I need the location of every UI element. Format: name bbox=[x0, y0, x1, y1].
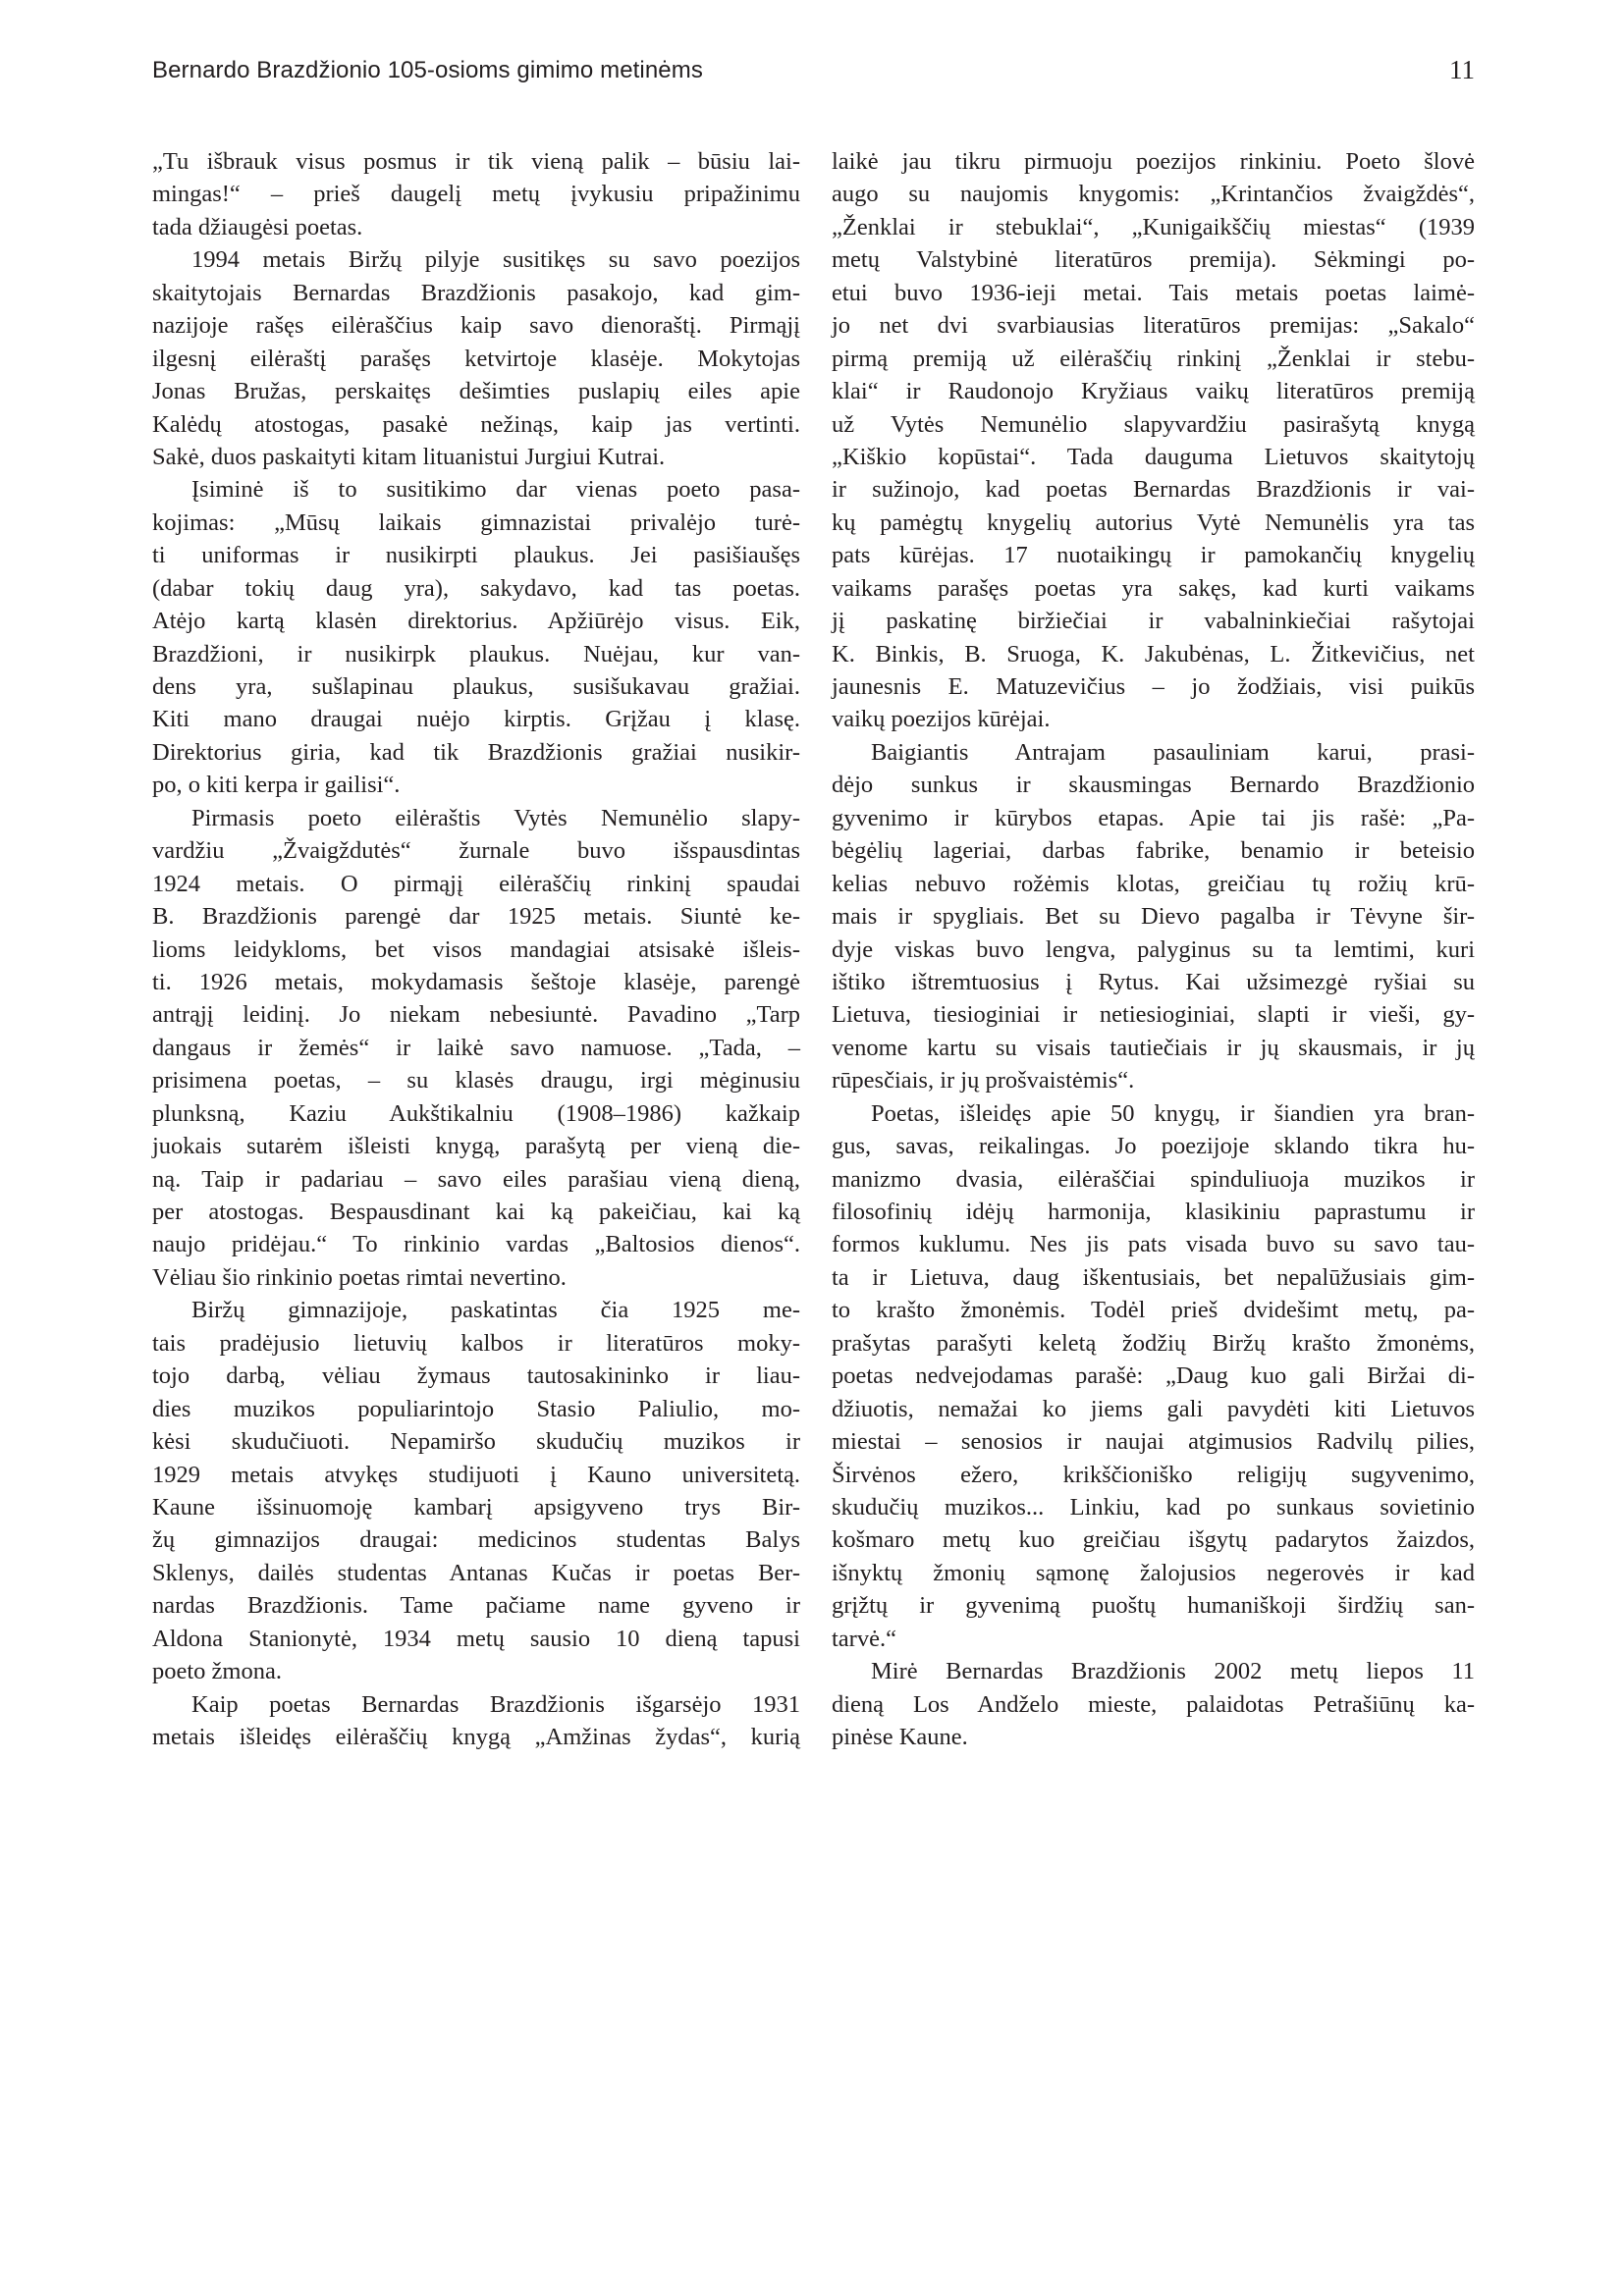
paragraph bbox=[832, 145, 1475, 736]
text-line: B. Brazdžionis parengė dar 1925 metais. Siuntė ke- bbox=[152, 903, 800, 931]
text-line: metais išleidęs eilėraščių knygą „Amžinas žydas“, kurią bbox=[152, 1724, 800, 1750]
text-line: prašytas parašyti keletą žodžių Biržų krašto žmonėms, bbox=[832, 1329, 1475, 1357]
text-line: Brazdžioni, ir nusikirpk plaukus. Nuėjau, kur van- bbox=[152, 640, 800, 667]
paragraph bbox=[832, 1655, 1475, 1753]
text-line: „Tu išbrauk visus posmus ir tik vieną palik – būsiu lai- bbox=[152, 148, 800, 175]
text-line: nazijoje rašęs eilėraščius kaip savo dienoraštį. Pirmąjį bbox=[152, 312, 800, 340]
text-line: ti. 1926 metais, mokydamasis šeštoje klasėje, parengė bbox=[152, 968, 800, 995]
text-line: naujo pridėjau.“ To rinkinio vardas „Baltosios dienos“. bbox=[152, 1231, 800, 1258]
page-number: 11 bbox=[1449, 55, 1475, 84]
text-line: dies muzikos populiarintojo Stasio Paliulio, mo- bbox=[152, 1395, 800, 1422]
paragraph bbox=[152, 1294, 800, 1687]
text-line: Mirė Bernardas Brazdžionis 2002 metų liepos 11 bbox=[871, 1658, 1475, 1685]
text-line: Kalėdų atostogas, pasakė nežinąs, kaip jas vertinti. bbox=[152, 410, 800, 438]
text-line: plunksną, Kaziu Aukštikalniu (1908–1986) kažkaip bbox=[152, 1099, 800, 1127]
text-line: pirmą premiją už eilėraščių rinkinį „Ženklai ir stebu- bbox=[832, 345, 1475, 372]
text-line: dėjo sunkus ir skausmingas Bernardo Brazdžionio bbox=[832, 772, 1475, 799]
text-line: tais pradėjusio lietuvių kalbos ir literatūros moky- bbox=[152, 1329, 800, 1357]
text-line: K. Binkis, B. Sruoga, K. Jakubėnas, L. Žitkevičius, net bbox=[832, 640, 1475, 667]
text-line: laikė jau tikru pirmuoju poezijos rinkiniu. Poeto šlovė bbox=[832, 148, 1475, 175]
text-line: per atostogas. Bespausdinant kai ką pakeičiau, kai ką bbox=[152, 1199, 800, 1225]
text-line: Kiti mano draugai nuėjo kirptis. Grįžau į klasę. bbox=[152, 706, 800, 733]
running-head: Bernardo Brazdžionio 105-osioms gimimo metinėms bbox=[152, 57, 703, 83]
text-line: kėsi skudučiuoti. Nepamiršo skudučių muzikos ir bbox=[152, 1428, 800, 1456]
text-line: Sakė, duos paskaityti kitam lituanistui Jurgiui Kutrai. bbox=[152, 443, 666, 470]
text-line: Kaip poetas Bernardas Brazdžionis išgarsėjo 1931 bbox=[191, 1690, 800, 1718]
text-line: juokais sutarėm išleisti knygą, parašytą per vieną die- bbox=[152, 1133, 800, 1160]
text-line: 1924 metais. O pirmąjį eilėraščių rinkinį spaudai bbox=[152, 870, 800, 897]
text-line: Poetas, išleidęs apie 50 knygų, ir šiandien yra bran- bbox=[871, 1099, 1475, 1127]
text-line: ti uniformas ir nusikirpti plaukus. Jei pasišiaušęs bbox=[152, 542, 800, 569]
paragraph bbox=[832, 1097, 1475, 1655]
text-line: lioms leidykloms, bet visos mandagiai atsisakė išleis- bbox=[152, 935, 800, 963]
text-line: antrąjį leidinį. Jo niekam nebesiuntė. Pavadino „Tarp bbox=[152, 1001, 800, 1029]
text-line: vaikams parašęs poetas yra sakęs, kad kurti vaikams bbox=[832, 574, 1475, 602]
text-line: augo su naujomis knygomis: „Krintančios žvaigždės“, bbox=[832, 181, 1475, 208]
text-line: filosofinių idėjų harmonija, klasikiniu paprastumu ir bbox=[832, 1199, 1475, 1225]
text-line: dyje viskas buvo lengva, palyginus su ta lemtimi, kuri bbox=[832, 935, 1475, 963]
text-line: 1929 metais atvykęs studijuoti į Kauno universitetą. bbox=[152, 1461, 800, 1488]
text-line: jo net dvi svarbiausias literatūros premijas: „Sakalo“ bbox=[832, 312, 1475, 340]
text-line: dieną Los Andželo mieste, palaidotas Petrašiūnų ka- bbox=[832, 1690, 1475, 1718]
text-line: kelias nebuvo rožėmis klotas, greičiau tų rožių krū- bbox=[832, 870, 1475, 897]
text-line: gyvenimo ir kūrybos etapas. Apie tai jis rašė: „Pa- bbox=[832, 804, 1475, 831]
text-line: košmaro metų kuo greičiau išgytų padarytos žaizdos, bbox=[832, 1526, 1475, 1554]
text-line: išnyktų žmonių sąmonę žalojusios negerovės ir kad bbox=[832, 1559, 1475, 1586]
text-line: Jonas Bružas, perskaitęs dešimties puslapių eiles apie bbox=[152, 378, 800, 405]
text-line: manizmo dvasia, eilėraščiai spinduliuoja muzikos ir bbox=[832, 1165, 1475, 1193]
text-line: formos kuklumu. Nes jis pats visada buvo su savo tau- bbox=[832, 1231, 1475, 1258]
text-line: kų pamėgtų knygelių autorius Vytė Nemunėlis yra tas bbox=[832, 508, 1475, 536]
text-line: poetas nedvejodamas parašė: „Daug kuo gali Biržai di- bbox=[832, 1362, 1475, 1390]
text-line: to krašto žmonėmis. Todėl prieš dvidešimt metų, pa- bbox=[832, 1297, 1475, 1324]
text-line: pats kūrėjas. 17 nuotaikingų ir pamokančių knygelių bbox=[832, 542, 1475, 569]
text-line: klai“ ir Raudonojo Kryžiaus vaikų literatūros premiją bbox=[832, 378, 1475, 405]
text-line: gus, savas, reikalingas. Jo poezijoje sklando tikra hu- bbox=[832, 1133, 1475, 1160]
text-line: Direktorius giria, kad tik Brazdžionis gražiai nusikir- bbox=[152, 738, 800, 766]
text-line: mingas!“ – prieš daugelį metų įvykusiu pripažinimu bbox=[152, 181, 800, 208]
text-line: ną. Taip ir padariau – savo eiles parašiau vieną dieną, bbox=[152, 1165, 800, 1193]
text-line: tojo darbą, vėliau žymaus tautosakininko ir liau- bbox=[152, 1362, 800, 1390]
text-line: poeto žmona. bbox=[152, 1658, 282, 1685]
text-line: Biržų gimnazijoje, paskatintas čia 1925 me- bbox=[191, 1297, 800, 1324]
text-line: ištiko ištremtuosius į Rytus. Kai užsimezgė ryšiai su bbox=[832, 968, 1475, 995]
text-line: rūpesčiais, ir jų prošvaistėmis“. bbox=[832, 1067, 1135, 1095]
text-line: už Vytės Nemunėlio slapyvardžiu pasirašytą knygą bbox=[832, 410, 1475, 438]
text-line: Baigiantis Antrajam pasauliniam karui, prasi- bbox=[871, 738, 1475, 766]
text-line: po, o kiti kerpa ir gailisi“. bbox=[152, 772, 401, 799]
paragraph bbox=[152, 145, 800, 243]
text-line: skaitytojais Bernardas Brazdžionis pasakojo, kad gim- bbox=[152, 279, 800, 306]
text-line: vaikų poezijos kūrėjai. bbox=[832, 706, 1051, 733]
text-line: jaunesnis E. Matuzevičius – jo žodžiais, visi puikūs bbox=[832, 673, 1475, 700]
text-line: Aldona Stanionytė, 1934 metų sausio 10 dieną tapusi bbox=[152, 1625, 800, 1652]
text-line: 1994 metais Biržų pilyje susitikęs su savo poezijos bbox=[191, 246, 800, 274]
text-line: ilgesnį eilėraštį parašęs ketvirtoje klasėje. Mokytojas bbox=[152, 345, 800, 372]
text-line: dangaus ir žemės“ ir laikė savo namuose. „Tada, – bbox=[152, 1034, 800, 1061]
text-line: nardas Brazdžionis. Tame pačiame name gyveno ir bbox=[152, 1592, 800, 1620]
text-line: Kaune išsinuomoję kambarį apsigyveno trys Bir- bbox=[152, 1493, 800, 1521]
text-line: „Ženklai ir stebuklai“, „Kunigaikščių miestas“ (1939 bbox=[832, 213, 1475, 240]
text-line: tada džiaugėsi poetas. bbox=[152, 213, 363, 240]
text-line: metų Valstybinė literatūros premija). Sėkmingi po- bbox=[832, 246, 1475, 274]
paragraph bbox=[832, 736, 1475, 1097]
text-line: mais ir spygliais. Bet su Dievo pagalba ir Tėvyne šir- bbox=[832, 903, 1475, 931]
column-right bbox=[832, 145, 1475, 1753]
text-line: grįžtų ir gyvenimą puoštų humaniškoji širdžių san- bbox=[832, 1592, 1475, 1620]
text-line: Sklenys, dailės studentas Antanas Kučas ir poetas Ber- bbox=[152, 1559, 800, 1586]
text-line: džiuotis, nemažai ko jiems gali pavydėti kiti Lietuvos bbox=[832, 1395, 1475, 1422]
text-line: dens yra, sušlapinau plaukus, susišukavau gražiai. bbox=[152, 673, 800, 700]
text-line: Širvėnos ežero, krikščioniško religijų sugyvenimo, bbox=[832, 1461, 1475, 1488]
text-line: pinėse Kaune. bbox=[832, 1724, 968, 1750]
text-line: vardžiu „Žvaigždutės“ žurnale buvo išspausdintas bbox=[152, 837, 800, 865]
text-line: ta ir Lietuva, daug iškentusiais, bet nepalūžusiais gim- bbox=[832, 1263, 1475, 1291]
text-line: venome kartu su visais tautiečiais ir jų skausmais, ir jų bbox=[832, 1034, 1475, 1061]
text-line: Įsiminė iš to susitikimo dar vienas poeto pasa- bbox=[191, 476, 800, 504]
text-line: „Kiškio kopūstai“. Tada dauguma Lietuvos skaitytojų bbox=[832, 443, 1475, 470]
text-line: skudučių muzikos... Linkiu, kad po sunkaus sovietinio bbox=[832, 1493, 1475, 1521]
paragraph bbox=[152, 802, 800, 1295]
text-line: tarvė.“ bbox=[832, 1625, 896, 1652]
text-line: prisimena poetas, – su klasės draugu, irgi mėginusiu bbox=[152, 1067, 800, 1095]
text-line: žų gimnazijos draugai: medicinos studentas Balys bbox=[152, 1526, 800, 1554]
text-line: miestai – senosios ir naujai atgimusios Radvilų pilies, bbox=[832, 1428, 1475, 1456]
text-line: kojimas: „Mūsų laikais gimnazistai privalėjo turė- bbox=[152, 508, 800, 536]
text-line: etui buvo 1936-ieji metai. Tais metais poetas laimė- bbox=[832, 279, 1475, 306]
text-line: Pirmasis poeto eilėraštis Vytės Nemunėlio slapy- bbox=[191, 804, 800, 831]
text-line: ir sužinojo, kad poetas Bernardas Brazdžionis ir vai- bbox=[832, 476, 1475, 504]
text-line: bėgėlių lageriai, darbas fabrike, benamio ir beteisio bbox=[832, 837, 1475, 865]
paragraph bbox=[152, 1688, 800, 1754]
text-line: Atėjo kartą klasėn direktorius. Apžiūrėjo visus. Eik, bbox=[152, 608, 800, 635]
text-line: (dabar tokių daug yra), sakydavo, kad tas poetas. bbox=[152, 574, 800, 602]
text-line: jį paskatinę biržiečiai ir vabalninkiečiai rašytojai bbox=[832, 608, 1475, 635]
text-line: Lietuva, tiesioginiai ir netiesioginiai, slapti ir vieši, gy- bbox=[832, 1001, 1475, 1029]
paragraph bbox=[152, 243, 800, 473]
paragraph bbox=[152, 473, 800, 801]
column-left bbox=[152, 145, 800, 1753]
text-line: Vėliau šio rinkinio poetas rimtai nevertino. bbox=[152, 1263, 567, 1291]
